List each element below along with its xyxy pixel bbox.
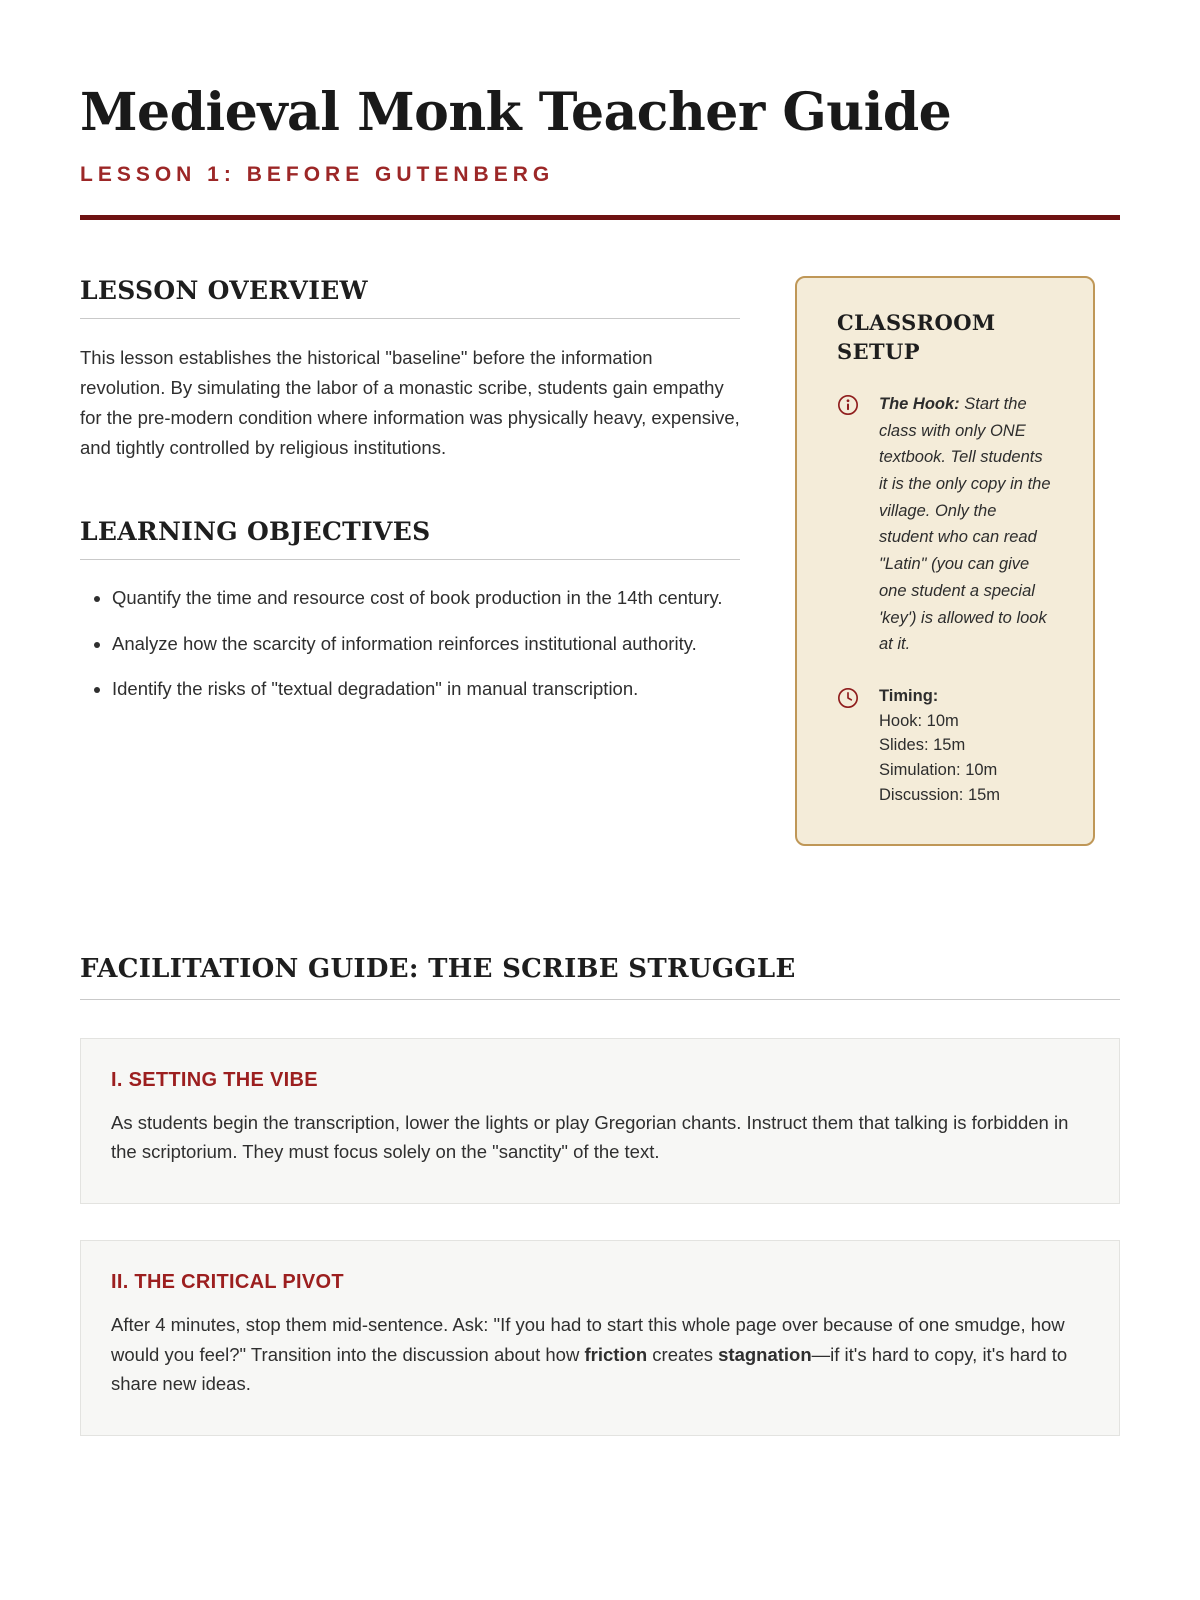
learning-objectives-heading: LEARNING OBJECTIVES — [80, 517, 740, 560]
facilitation-guide-section — [80, 954, 1120, 1436]
objective-item: • Quantify the time and resource cost of book production in the 14th century. — [112, 584, 740, 612]
timing-line: Discussion: 15m — [879, 785, 1001, 804]
two-column-layout — [80, 276, 1120, 846]
timing-text — [879, 684, 1000, 808]
title-divider — [80, 215, 1120, 220]
bold-term: friction — [584, 1343, 648, 1365]
clock-icon — [837, 684, 859, 808]
guide-box-text: After 4 minutes, stop them mid-sentence. Ask: "If you had to start this whole page over because of one smudge, how would you feel?" Transition into the discussion about how friction creates stagnation—if it's hard to copy, it's hard to share new ideas. — [111, 1313, 1068, 1395]
bold-term: stagnation — [718, 1343, 812, 1365]
objective-item: • Identify the risks of "textual degradation" in manual transcription. — [112, 675, 740, 703]
hook-label: The Hook: — [879, 394, 960, 413]
info-icon — [837, 391, 859, 658]
guide-box-title: I. SETTING THE VIBE — [111, 1068, 318, 1091]
page-subtitle: LESSON 1: BEFORE GUTENBERG — [80, 163, 555, 186]
page-title: Medieval Monk Teacher Guide — [80, 82, 952, 143]
timing-line: Hook: 10m — [879, 711, 959, 730]
classroom-setup-heading: CLASSROOM SETUP — [837, 310, 996, 365]
lesson-overview-text: This lesson establishes the historical "baseline" before the information revolution. By simulating the labor of a monastic scribe, students gain empathy for the pre-modern condition where information was physically heavy, expensive, and tightly controlled by religious institutions. — [80, 347, 740, 458]
facilitation-guide-heading: FACILITATION GUIDE: THE SCRIBE STRUGGLE — [80, 954, 1120, 1000]
hook-text — [879, 391, 1055, 658]
classroom-setup-card — [795, 276, 1095, 846]
timing-label: Timing: — [879, 686, 939, 705]
timing-line: Simulation: 10m — [879, 761, 998, 780]
objective-item: • Analyze how the scarcity of information reinforces institutional authority. — [112, 630, 740, 658]
guide-box-setting-the-vibe — [80, 1038, 1120, 1204]
hook-body: Start the class with only ONE textbook. Tell students it is the only copy in the village. Only the student who can read "Latin" (you can give one student a special 'key') is allowed to look at it. — [879, 394, 1051, 654]
guide-box-critical-pivot — [80, 1240, 1120, 1436]
learning-objectives-section — [80, 517, 740, 703]
lesson-overview-heading: LESSON OVERVIEW — [80, 276, 740, 319]
sidebar-column — [795, 276, 1095, 846]
objectives-list — [80, 584, 740, 703]
timing-line: Slides: 15m — [879, 736, 966, 755]
timing-item — [837, 684, 1055, 808]
guide-box-title: II. THE CRITICAL PIVOT — [111, 1270, 344, 1293]
main-column — [80, 276, 740, 721]
hook-item — [837, 391, 1055, 658]
guide-box-text: As students begin the transcription, lower the lights or play Gregorian chants. Instruct them that talking is forbidden in the scriptorium. They must focus solely on the "sanctity" of the text. — [111, 1111, 1069, 1163]
